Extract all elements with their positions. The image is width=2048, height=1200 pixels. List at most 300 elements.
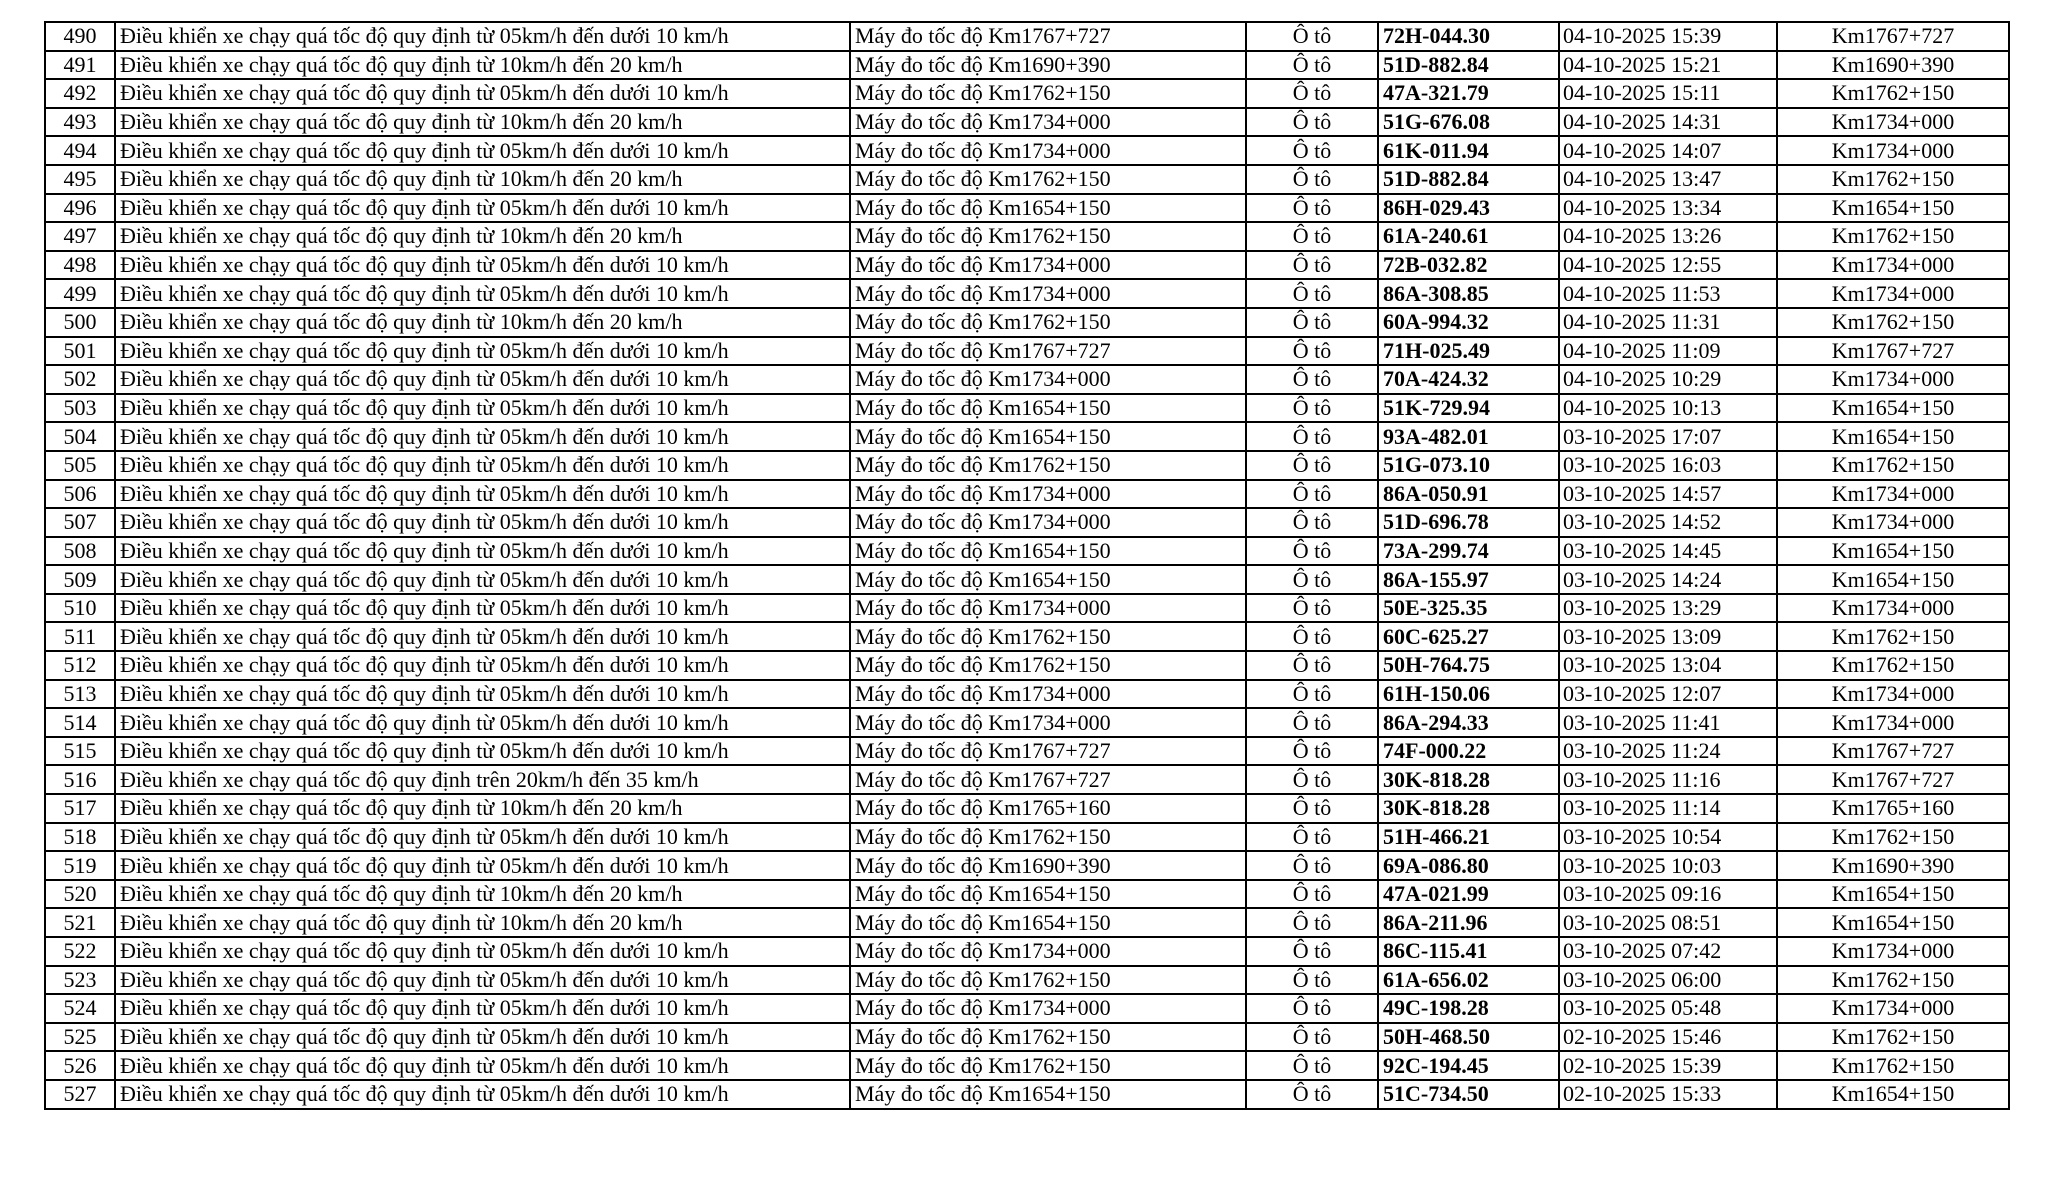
vehicle-type: Ô tô (1246, 823, 1378, 852)
detection-device: Máy đo tốc độ Km1690+390 (850, 51, 1246, 80)
violation-description: Điều khiển xe chạy quá tốc độ quy định từ 10km/h đến 20 km/h (115, 165, 850, 194)
table-row (45, 737, 2009, 766)
violation-time: 03-10-2025 11:14 (1559, 794, 1777, 823)
table-row (45, 508, 2009, 537)
detection-device: Máy đo tốc độ Km1654+150 (850, 194, 1246, 223)
license-plate: 86A-050.91 (1378, 480, 1559, 509)
violation-location: Km1734+000 (1777, 708, 2009, 737)
violation-description: Điều khiển xe chạy quá tốc độ quy định từ 05km/h đến dưới 10 km/h (115, 565, 850, 594)
detection-device: Máy đo tốc độ Km1762+150 (850, 823, 1246, 852)
detection-device: Máy đo tốc độ Km1734+000 (850, 136, 1246, 165)
violation-description: Điều khiển xe chạy quá tốc độ quy định từ 05km/h đến dưới 10 km/h (115, 651, 850, 680)
violation-description: Điều khiển xe chạy quá tốc độ quy định từ 05km/h đến dưới 10 km/h (115, 851, 850, 880)
license-plate: 86A-211.96 (1378, 908, 1559, 937)
license-plate: 71H-025.49 (1378, 337, 1559, 366)
license-plate: 72B-032.82 (1378, 251, 1559, 280)
table-row (45, 622, 2009, 651)
row-number: 501 (45, 337, 115, 366)
violation-location: Km1762+150 (1777, 1023, 2009, 1052)
violation-time: 02-10-2025 15:33 (1559, 1080, 1777, 1109)
detection-device: Máy đo tốc độ Km1734+000 (850, 108, 1246, 137)
table-row (45, 22, 2009, 51)
table-row (45, 765, 2009, 794)
table-row (45, 251, 2009, 280)
violation-location: Km1767+727 (1777, 22, 2009, 51)
row-number: 509 (45, 565, 115, 594)
row-number: 502 (45, 365, 115, 394)
violation-location: Km1654+150 (1777, 194, 2009, 223)
violation-description: Điều khiển xe chạy quá tốc độ quy định từ 05km/h đến dưới 10 km/h (115, 279, 850, 308)
license-plate: 50E-325.35 (1378, 594, 1559, 623)
detection-device: Máy đo tốc độ Km1762+150 (850, 165, 1246, 194)
violation-description: Điều khiển xe chạy quá tốc độ quy định từ 10km/h đến 20 km/h (115, 51, 850, 80)
row-number: 499 (45, 279, 115, 308)
violation-description: Điều khiển xe chạy quá tốc độ quy định từ 05km/h đến dưới 10 km/h (115, 1080, 850, 1109)
violation-location: Km1767+727 (1777, 337, 2009, 366)
table-row (45, 908, 2009, 937)
violation-description: Điều khiển xe chạy quá tốc độ quy định từ 05km/h đến dưới 10 km/h (115, 251, 850, 280)
row-number: 514 (45, 708, 115, 737)
violation-location: Km1762+150 (1777, 79, 2009, 108)
detection-device: Máy đo tốc độ Km1762+150 (850, 308, 1246, 337)
violation-time: 03-10-2025 11:16 (1559, 765, 1777, 794)
violation-description: Điều khiển xe chạy quá tốc độ quy định từ 05km/h đến dưới 10 km/h (115, 394, 850, 423)
violation-location: Km1762+150 (1777, 966, 2009, 995)
violation-description: Điều khiển xe chạy quá tốc độ quy định từ 05km/h đến dưới 10 km/h (115, 823, 850, 852)
violation-time: 03-10-2025 07:42 (1559, 937, 1777, 966)
vehicle-type: Ô tô (1246, 251, 1378, 280)
violation-description: Điều khiển xe chạy quá tốc độ quy định từ 05km/h đến dưới 10 km/h (115, 594, 850, 623)
violation-description: Điều khiển xe chạy quá tốc độ quy định từ 05km/h đến dưới 10 km/h (115, 451, 850, 480)
vehicle-type: Ô tô (1246, 337, 1378, 366)
violation-location: Km1762+150 (1777, 1051, 2009, 1080)
vehicle-type: Ô tô (1246, 1080, 1378, 1109)
table-row (45, 565, 2009, 594)
license-plate: 51G-676.08 (1378, 108, 1559, 137)
vehicle-type: Ô tô (1246, 594, 1378, 623)
vehicle-type: Ô tô (1246, 194, 1378, 223)
violation-description: Điều khiển xe chạy quá tốc độ quy định từ 05km/h đến dưới 10 km/h (115, 1023, 850, 1052)
vehicle-type: Ô tô (1246, 737, 1378, 766)
violation-description: Điều khiển xe chạy quá tốc độ quy định từ 05km/h đến dưới 10 km/h (115, 22, 850, 51)
row-number: 506 (45, 480, 115, 509)
table-row (45, 1023, 2009, 1052)
license-plate: 61K-011.94 (1378, 136, 1559, 165)
license-plate: 60A-994.32 (1378, 308, 1559, 337)
violation-location: Km1734+000 (1777, 680, 2009, 709)
table-row (45, 79, 2009, 108)
table-row (45, 365, 2009, 394)
row-number: 493 (45, 108, 115, 137)
violation-description: Điều khiển xe chạy quá tốc độ quy định từ 10km/h đến 20 km/h (115, 794, 850, 823)
license-plate: 30K-818.28 (1378, 794, 1559, 823)
violations-table (44, 21, 2010, 1110)
detection-device: Máy đo tốc độ Km1762+150 (850, 451, 1246, 480)
violation-description: Điều khiển xe chạy quá tốc độ quy định từ 10km/h đến 20 km/h (115, 108, 850, 137)
violation-location: Km1734+000 (1777, 508, 2009, 537)
table-row (45, 422, 2009, 451)
license-plate: 49C-198.28 (1378, 994, 1559, 1023)
license-plate: 74F-000.22 (1378, 737, 1559, 766)
row-number: 520 (45, 880, 115, 909)
table-row (45, 823, 2009, 852)
violation-description: Điều khiển xe chạy quá tốc độ quy định từ 05km/h đến dưới 10 km/h (115, 537, 850, 566)
violation-time: 03-10-2025 09:16 (1559, 880, 1777, 909)
violation-time: 04-10-2025 14:07 (1559, 136, 1777, 165)
license-plate: 50H-468.50 (1378, 1023, 1559, 1052)
violation-description: Điều khiển xe chạy quá tốc độ quy định từ 05km/h đến dưới 10 km/h (115, 365, 850, 394)
violation-time: 03-10-2025 14:57 (1559, 480, 1777, 509)
detection-device: Máy đo tốc độ Km1762+150 (850, 222, 1246, 251)
violation-description: Điều khiển xe chạy quá tốc độ quy định từ 05km/h đến dưới 10 km/h (115, 194, 850, 223)
row-number: 515 (45, 737, 115, 766)
violation-location: Km1767+727 (1777, 765, 2009, 794)
violation-location: Km1734+000 (1777, 994, 2009, 1023)
license-plate: 86H-029.43 (1378, 194, 1559, 223)
license-plate: 51K-729.94 (1378, 394, 1559, 423)
detection-device: Máy đo tốc độ Km1767+727 (850, 765, 1246, 794)
violation-description: Điều khiển xe chạy quá tốc độ quy định từ 05km/h đến dưới 10 km/h (115, 422, 850, 451)
violation-description: Điều khiển xe chạy quá tốc độ quy định từ 05km/h đến dưới 10 km/h (115, 937, 850, 966)
license-plate: 51H-466.21 (1378, 823, 1559, 852)
vehicle-type: Ô tô (1246, 1051, 1378, 1080)
row-number: 524 (45, 994, 115, 1023)
violation-description: Điều khiển xe chạy quá tốc độ quy định từ 05km/h đến dưới 10 km/h (115, 966, 850, 995)
violation-time: 02-10-2025 15:39 (1559, 1051, 1777, 1080)
vehicle-type: Ô tô (1246, 908, 1378, 937)
license-plate: 73A-299.74 (1378, 537, 1559, 566)
violation-time: 03-10-2025 10:54 (1559, 823, 1777, 852)
vehicle-type: Ô tô (1246, 994, 1378, 1023)
vehicle-type: Ô tô (1246, 708, 1378, 737)
table-row (45, 537, 2009, 566)
violation-description: Điều khiển xe chạy quá tốc độ quy định từ 05km/h đến dưới 10 km/h (115, 622, 850, 651)
violation-time: 04-10-2025 13:47 (1559, 165, 1777, 194)
detection-device: Máy đo tốc độ Km1762+150 (850, 1051, 1246, 1080)
table-row (45, 165, 2009, 194)
violation-time: 03-10-2025 08:51 (1559, 908, 1777, 937)
violation-description: Điều khiển xe chạy quá tốc độ quy định từ 10km/h đến 20 km/h (115, 308, 850, 337)
table-row (45, 994, 2009, 1023)
detection-device: Máy đo tốc độ Km1734+000 (850, 480, 1246, 509)
violation-location: Km1762+150 (1777, 622, 2009, 651)
detection-device: Máy đo tốc độ Km1767+727 (850, 337, 1246, 366)
violation-time: 03-10-2025 11:24 (1559, 737, 1777, 766)
vehicle-type: Ô tô (1246, 937, 1378, 966)
vehicle-type: Ô tô (1246, 308, 1378, 337)
detection-device: Máy đo tốc độ Km1654+150 (850, 565, 1246, 594)
violation-description: Điều khiển xe chạy quá tốc độ quy định từ 05km/h đến dưới 10 km/h (115, 737, 850, 766)
violation-time: 03-10-2025 17:07 (1559, 422, 1777, 451)
violation-time: 03-10-2025 10:03 (1559, 851, 1777, 880)
violation-description: Điều khiển xe chạy quá tốc độ quy định từ 10km/h đến 20 km/h (115, 222, 850, 251)
detection-device: Máy đo tốc độ Km1762+150 (850, 622, 1246, 651)
vehicle-type: Ô tô (1246, 966, 1378, 995)
violation-location: Km1654+150 (1777, 422, 2009, 451)
license-plate: 72H-044.30 (1378, 22, 1559, 51)
violation-location: Km1734+000 (1777, 937, 2009, 966)
row-number: 523 (45, 966, 115, 995)
row-number: 496 (45, 194, 115, 223)
violation-location: Km1734+000 (1777, 136, 2009, 165)
detection-device: Máy đo tốc độ Km1654+150 (850, 880, 1246, 909)
detection-device: Máy đo tốc độ Km1762+150 (850, 1023, 1246, 1052)
violation-time: 04-10-2025 11:53 (1559, 279, 1777, 308)
vehicle-type: Ô tô (1246, 622, 1378, 651)
table-row (45, 337, 2009, 366)
violation-description: Điều khiển xe chạy quá tốc độ quy định từ 10km/h đến 20 km/h (115, 880, 850, 909)
detection-device: Máy đo tốc độ Km1767+727 (850, 737, 1246, 766)
license-plate: 50H-764.75 (1378, 651, 1559, 680)
table-row (45, 108, 2009, 137)
vehicle-type: Ô tô (1246, 651, 1378, 680)
vehicle-type: Ô tô (1246, 565, 1378, 594)
violation-location: Km1767+727 (1777, 737, 2009, 766)
vehicle-type: Ô tô (1246, 1023, 1378, 1052)
vehicle-type: Ô tô (1246, 165, 1378, 194)
violation-time: 03-10-2025 05:48 (1559, 994, 1777, 1023)
row-number: 527 (45, 1080, 115, 1109)
row-number: 510 (45, 594, 115, 623)
vehicle-type: Ô tô (1246, 537, 1378, 566)
table-row (45, 937, 2009, 966)
document-page (44, 21, 2008, 1110)
violation-location: Km1654+150 (1777, 565, 2009, 594)
violation-location: Km1654+150 (1777, 1080, 2009, 1109)
table-row (45, 394, 2009, 423)
vehicle-type: Ô tô (1246, 79, 1378, 108)
detection-device: Máy đo tốc độ Km1654+150 (850, 422, 1246, 451)
violation-location: Km1762+150 (1777, 651, 2009, 680)
violation-location: Km1654+150 (1777, 908, 2009, 937)
table-row (45, 851, 2009, 880)
vehicle-type: Ô tô (1246, 851, 1378, 880)
table-body (45, 22, 2009, 1109)
violation-time: 04-10-2025 13:26 (1559, 222, 1777, 251)
detection-device: Máy đo tốc độ Km1734+000 (850, 594, 1246, 623)
table-row (45, 708, 2009, 737)
vehicle-type: Ô tô (1246, 22, 1378, 51)
violation-location: Km1734+000 (1777, 480, 2009, 509)
detection-device: Máy đo tốc độ Km1734+000 (850, 680, 1246, 709)
violation-location: Km1734+000 (1777, 108, 2009, 137)
license-plate: 51C-734.50 (1378, 1080, 1559, 1109)
row-number: 517 (45, 794, 115, 823)
row-number: 522 (45, 937, 115, 966)
detection-device: Máy đo tốc độ Km1734+000 (850, 365, 1246, 394)
row-number: 518 (45, 823, 115, 852)
row-number: 495 (45, 165, 115, 194)
license-plate: 51D-882.84 (1378, 51, 1559, 80)
license-plate: 86A-294.33 (1378, 708, 1559, 737)
vehicle-type: Ô tô (1246, 680, 1378, 709)
row-number: 516 (45, 765, 115, 794)
violation-location: Km1762+150 (1777, 823, 2009, 852)
detection-device: Máy đo tốc độ Km1767+727 (850, 22, 1246, 51)
detection-device: Máy đo tốc độ Km1654+150 (850, 394, 1246, 423)
vehicle-type: Ô tô (1246, 880, 1378, 909)
detection-device: Máy đo tốc độ Km1734+000 (850, 508, 1246, 537)
table-row (45, 480, 2009, 509)
violation-description: Điều khiển xe chạy quá tốc độ quy định từ 05km/h đến dưới 10 km/h (115, 136, 850, 165)
row-number: 503 (45, 394, 115, 423)
row-number: 505 (45, 451, 115, 480)
table-row (45, 51, 2009, 80)
violation-time: 04-10-2025 15:39 (1559, 22, 1777, 51)
detection-device: Máy đo tốc độ Km1654+150 (850, 537, 1246, 566)
violation-description: Điều khiển xe chạy quá tốc độ quy định từ 05km/h đến dưới 10 km/h (115, 708, 850, 737)
row-number: 494 (45, 136, 115, 165)
violation-location: Km1765+160 (1777, 794, 2009, 823)
violation-location: Km1734+000 (1777, 279, 2009, 308)
row-number: 525 (45, 1023, 115, 1052)
violation-location: Km1734+000 (1777, 594, 2009, 623)
detection-device: Máy đo tốc độ Km1654+150 (850, 1080, 1246, 1109)
violation-description: Điều khiển xe chạy quá tốc độ quy định từ 05km/h đến dưới 10 km/h (115, 994, 850, 1023)
violation-time: 02-10-2025 15:46 (1559, 1023, 1777, 1052)
row-number: 490 (45, 22, 115, 51)
license-plate: 61A-656.02 (1378, 966, 1559, 995)
table-row (45, 594, 2009, 623)
vehicle-type: Ô tô (1246, 365, 1378, 394)
violation-location: Km1654+150 (1777, 880, 2009, 909)
row-number: 497 (45, 222, 115, 251)
violation-description: Điều khiển xe chạy quá tốc độ quy định từ 05km/h đến dưới 10 km/h (115, 508, 850, 537)
table-row (45, 222, 2009, 251)
violation-time: 03-10-2025 13:04 (1559, 651, 1777, 680)
license-plate: 47A-021.99 (1378, 880, 1559, 909)
row-number: 507 (45, 508, 115, 537)
license-plate: 51G-073.10 (1378, 451, 1559, 480)
violation-time: 03-10-2025 14:24 (1559, 565, 1777, 594)
license-plate: 92C-194.45 (1378, 1051, 1559, 1080)
row-number: 498 (45, 251, 115, 280)
row-number: 508 (45, 537, 115, 566)
violation-time: 04-10-2025 11:09 (1559, 337, 1777, 366)
license-plate: 86A-155.97 (1378, 565, 1559, 594)
row-number: 519 (45, 851, 115, 880)
table-row (45, 651, 2009, 680)
license-plate: 30K-818.28 (1378, 765, 1559, 794)
table-row (45, 136, 2009, 165)
violation-description: Điều khiển xe chạy quá tốc độ quy định từ 05km/h đến dưới 10 km/h (115, 79, 850, 108)
detection-device: Máy đo tốc độ Km1734+000 (850, 251, 1246, 280)
table-row (45, 308, 2009, 337)
detection-device: Máy đo tốc độ Km1762+150 (850, 651, 1246, 680)
violation-location: Km1762+150 (1777, 165, 2009, 194)
table-row (45, 279, 2009, 308)
license-plate: 86A-308.85 (1378, 279, 1559, 308)
license-plate: 86C-115.41 (1378, 937, 1559, 966)
violation-location: Km1654+150 (1777, 537, 2009, 566)
license-plate: 61A-240.61 (1378, 222, 1559, 251)
violation-time: 03-10-2025 14:45 (1559, 537, 1777, 566)
detection-device: Máy đo tốc độ Km1762+150 (850, 79, 1246, 108)
table-row (45, 1051, 2009, 1080)
violation-location: Km1734+000 (1777, 365, 2009, 394)
table-row (45, 451, 2009, 480)
vehicle-type: Ô tô (1246, 480, 1378, 509)
license-plate: 51D-696.78 (1378, 508, 1559, 537)
row-number: 504 (45, 422, 115, 451)
violation-description: Điều khiển xe chạy quá tốc độ quy định từ 05km/h đến dưới 10 km/h (115, 1051, 850, 1080)
violation-location: Km1762+150 (1777, 451, 2009, 480)
detection-device: Máy đo tốc độ Km1734+000 (850, 994, 1246, 1023)
violation-time: 03-10-2025 13:09 (1559, 622, 1777, 651)
row-number: 491 (45, 51, 115, 80)
violation-time: 04-10-2025 15:11 (1559, 79, 1777, 108)
vehicle-type: Ô tô (1246, 108, 1378, 137)
violation-time: 03-10-2025 12:07 (1559, 680, 1777, 709)
detection-device: Máy đo tốc độ Km1734+000 (850, 279, 1246, 308)
license-plate: 47A-321.79 (1378, 79, 1559, 108)
license-plate: 51D-882.84 (1378, 165, 1559, 194)
violation-time: 04-10-2025 11:31 (1559, 308, 1777, 337)
license-plate: 69A-086.80 (1378, 851, 1559, 880)
detection-device: Máy đo tốc độ Km1734+000 (850, 708, 1246, 737)
violation-location: Km1690+390 (1777, 851, 2009, 880)
vehicle-type: Ô tô (1246, 451, 1378, 480)
table-row (45, 966, 2009, 995)
row-number: 512 (45, 651, 115, 680)
vehicle-type: Ô tô (1246, 136, 1378, 165)
table-row (45, 1080, 2009, 1109)
table-row (45, 194, 2009, 223)
row-number: 521 (45, 908, 115, 937)
row-number: 500 (45, 308, 115, 337)
vehicle-type: Ô tô (1246, 222, 1378, 251)
license-plate: 61H-150.06 (1378, 680, 1559, 709)
vehicle-type: Ô tô (1246, 279, 1378, 308)
row-number: 511 (45, 622, 115, 651)
vehicle-type: Ô tô (1246, 422, 1378, 451)
violation-description: Điều khiển xe chạy quá tốc độ quy định từ 05km/h đến dưới 10 km/h (115, 337, 850, 366)
violation-time: 04-10-2025 10:29 (1559, 365, 1777, 394)
violation-description: Điều khiển xe chạy quá tốc độ quy định từ 05km/h đến dưới 10 km/h (115, 680, 850, 709)
violation-description: Điều khiển xe chạy quá tốc độ quy định trên 20km/h đến 35 km/h (115, 765, 850, 794)
violation-location: Km1762+150 (1777, 308, 2009, 337)
table-row (45, 880, 2009, 909)
table-row (45, 680, 2009, 709)
license-plate: 70A-424.32 (1378, 365, 1559, 394)
violation-time: 03-10-2025 06:00 (1559, 966, 1777, 995)
violation-location: Km1762+150 (1777, 222, 2009, 251)
row-number: 526 (45, 1051, 115, 1080)
license-plate: 93A-482.01 (1378, 422, 1559, 451)
violation-time: 03-10-2025 13:29 (1559, 594, 1777, 623)
row-number: 492 (45, 79, 115, 108)
detection-device: Máy đo tốc độ Km1690+390 (850, 851, 1246, 880)
violation-time: 04-10-2025 15:21 (1559, 51, 1777, 80)
detection-device: Máy đo tốc độ Km1762+150 (850, 966, 1246, 995)
vehicle-type: Ô tô (1246, 765, 1378, 794)
violation-time: 04-10-2025 13:34 (1559, 194, 1777, 223)
detection-device: Máy đo tốc độ Km1734+000 (850, 937, 1246, 966)
detection-device: Máy đo tốc độ Km1654+150 (850, 908, 1246, 937)
vehicle-type: Ô tô (1246, 394, 1378, 423)
vehicle-type: Ô tô (1246, 51, 1378, 80)
violation-time: 04-10-2025 10:13 (1559, 394, 1777, 423)
violation-location: Km1690+390 (1777, 51, 2009, 80)
violation-time: 03-10-2025 14:52 (1559, 508, 1777, 537)
violation-time: 04-10-2025 14:31 (1559, 108, 1777, 137)
vehicle-type: Ô tô (1246, 794, 1378, 823)
row-number: 513 (45, 680, 115, 709)
license-plate: 60C-625.27 (1378, 622, 1559, 651)
violation-description: Điều khiển xe chạy quá tốc độ quy định từ 05km/h đến dưới 10 km/h (115, 480, 850, 509)
violation-description: Điều khiển xe chạy quá tốc độ quy định từ 10km/h đến 20 km/h (115, 908, 850, 937)
violation-location: Km1654+150 (1777, 394, 2009, 423)
